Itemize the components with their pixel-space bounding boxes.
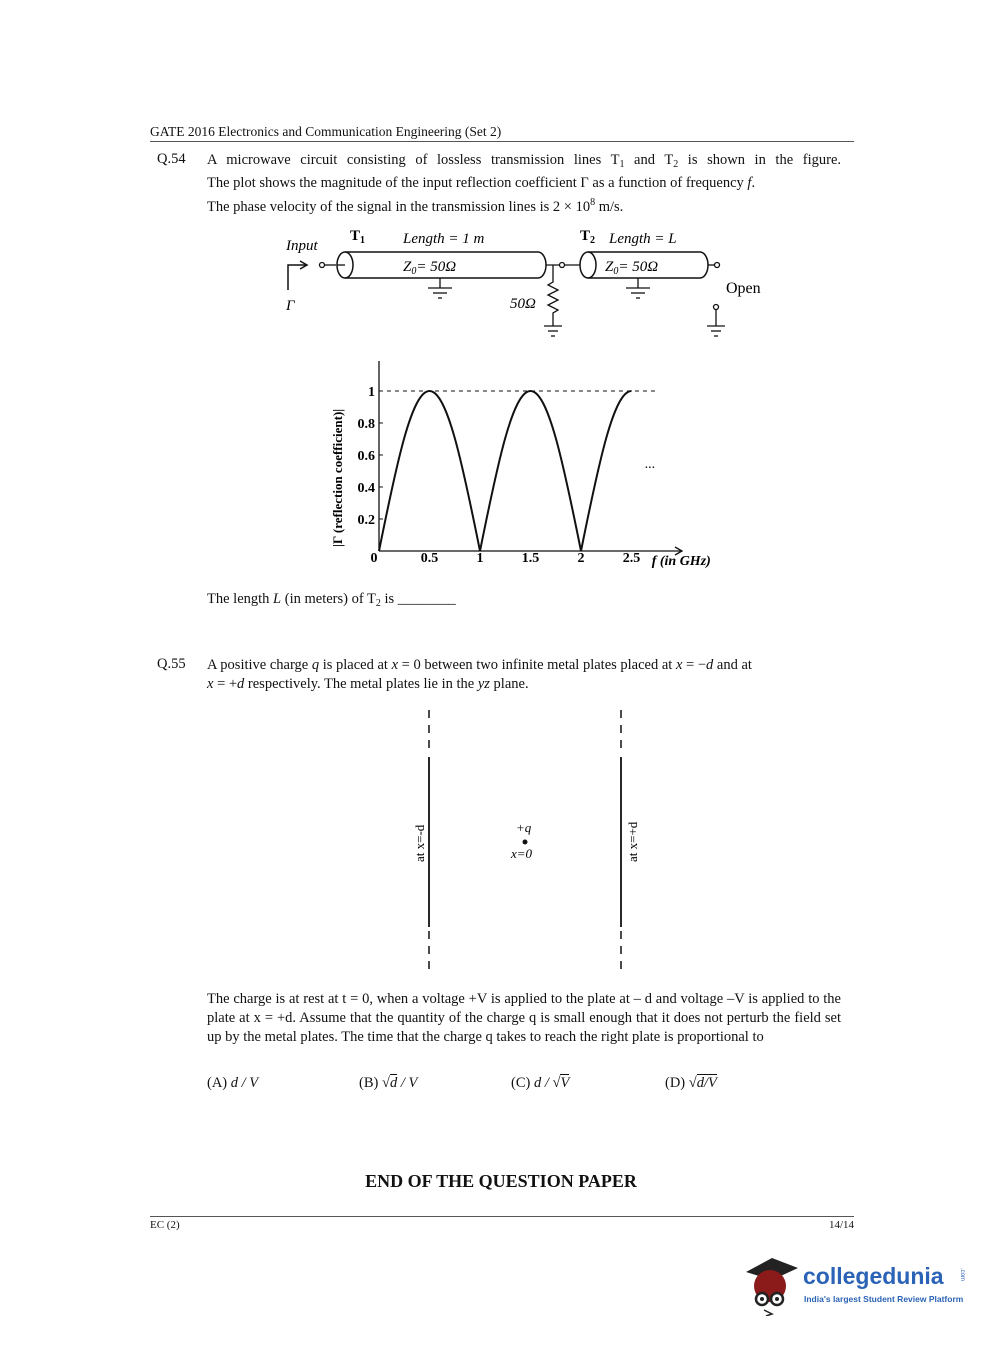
t2-length: Length = L [609, 231, 677, 247]
q54-number: Q.54 [157, 151, 186, 167]
y-tick-label: 0.8 [357, 417, 375, 432]
q55-number: Q.55 [157, 656, 186, 672]
logo-com: .com [959, 1268, 965, 1282]
q54-line-2: The plot shows the magnitude of the input reflection coefficient Γ as a function of frequency f. [207, 175, 756, 191]
t1-z0: $Z_0= 50\Omega$ [403, 259, 457, 277]
y-tick-label: 0.4 [357, 481, 375, 496]
q54-answer-line: The length L (in meters) of $T_2$ is ________ [207, 591, 456, 609]
chart-continuation: ... [644, 456, 656, 472]
q54-line-3: The phase velocity of the signal in the transmission lines is $2 \times 10^8$ m/s. [207, 197, 624, 215]
option-b[interactable]: (B) √d / V [359, 1075, 418, 1091]
x-tick-label: 0 [370, 551, 378, 566]
header-rule [150, 141, 854, 142]
charge-dot [523, 840, 528, 845]
circuit-diagram [270, 220, 770, 345]
open-label: Open [726, 280, 761, 297]
chart-x-label: f (in GHz) [651, 554, 711, 569]
right-plate-label: at x=+d [625, 821, 640, 862]
t1-label: $T_1$ [350, 228, 366, 246]
resistor-label: 50Ω [510, 296, 536, 312]
option-c[interactable]: (C) d / √V [511, 1075, 570, 1091]
footer-left: EC (2) [150, 1219, 180, 1231]
y-tick-label: 1 [368, 385, 375, 400]
collegedunia-logo[interactable] [742, 1250, 970, 1320]
input-label: Input [286, 238, 318, 254]
option-d[interactable]: (D) √d/V [665, 1075, 717, 1091]
charge-label: +q [516, 820, 532, 835]
reflection-curve [379, 391, 632, 551]
page-header: GATE 2016 Electronics and Communication Engineering (Set 2) [150, 124, 502, 139]
reflection-chart [320, 355, 740, 575]
x-tick-label: 1.5 [521, 551, 540, 566]
chart-y-label: |Γ (reflection coefficient)| [330, 408, 345, 547]
y-tick-label: 0.2 [357, 513, 375, 528]
y-tick-label: 0.6 [357, 449, 375, 464]
logo-name: collegedunia [803, 1263, 944, 1289]
footer-rule [150, 1216, 854, 1217]
resistor-symbol [548, 265, 558, 326]
end-of-paper: END OF THE QUESTION PAPER [365, 1171, 637, 1191]
input-arrow [288, 265, 306, 290]
origin-label: x=0 [511, 846, 533, 861]
q55-paragraph: The charge is at rest at t = 0, when a voltage +V is applied to the plate at – d and voltage –V is applied to the plate at x = +d. Assume that the quantity of the charge q is small enough that it does not perturb the field set up by the metal plates. The time that the charge q takes to reach the right plate is proportional to [207, 991, 841, 1045]
gamma-label: Γ [286, 298, 295, 314]
footer-right: 14/14 [828, 1219, 854, 1231]
q54-text [207, 151, 841, 217]
t2-label: $T_2$ [580, 228, 596, 246]
input-terminal [320, 263, 325, 268]
x-tick-label: 0.5 [420, 551, 439, 566]
option-a[interactable]: (A) d / V [207, 1075, 259, 1091]
x-tick-label: 2.5 [622, 551, 641, 566]
mascot-icon [742, 1250, 802, 1316]
q55-intro [207, 656, 841, 694]
left-plate-label: at x=-d [412, 824, 427, 862]
t1-length: Length = 1 m [403, 231, 485, 247]
logo-tagline: India's largest Student Review Platform [804, 1294, 964, 1304]
x-tick-label: 1 [476, 551, 484, 566]
plates-figure [380, 705, 660, 975]
q54-line-1: A microwave circuit consisting of lossless transmission lines $T_1$ and $T_2$ is shown in the figure. [207, 152, 841, 170]
q55-line-2: x = +d respectively. The metal plates lie in the yz plane. [207, 676, 529, 692]
q55-line-1: A positive charge q is placed at x = 0 between two infinite metal plates placed at x = −d and at [207, 657, 752, 673]
t2-z0: $Z_0= 50\Omega$ [605, 259, 659, 277]
x-tick-label: 2 [577, 551, 585, 566]
